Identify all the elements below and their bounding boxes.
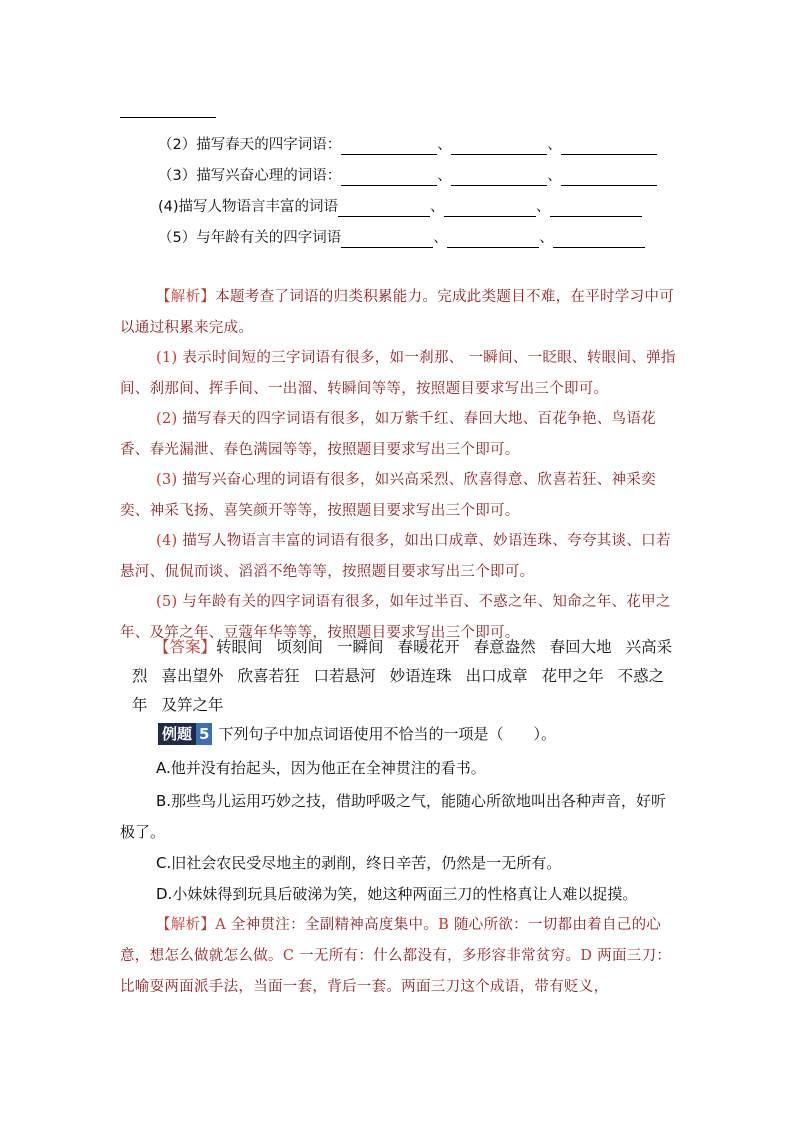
option-c: C.旧社会农民受尽地主的剥削，终日辛苦，仍然是一无所有。 [156,854,562,872]
fill-label: （2）描写春天的四字词语： [158,137,342,153]
fill-row-4: (4)描写人物语言丰富的词语 、 、 [158,197,642,217]
fill-label: （3）描写兴奋心理的词语： [158,168,342,184]
question-text: 下列句子中加点词语使用不恰当的一项是（ ）。 [218,725,556,743]
answer-blank[interactable] [341,169,437,186]
answer-blank[interactable] [338,200,430,217]
analysis-intro: 【解析】本题考查了词语的归类积累能力。完成此类题目不难，在平时学习中可以通过积累来完成。 [120,289,674,336]
answer-blank[interactable] [451,138,547,155]
answer-blank[interactable] [550,200,642,217]
answer-blank[interactable] [553,231,645,248]
top-underline [120,117,216,118]
fill-label: （5）与年龄有关的四字词语 [158,230,342,246]
option-d: D.小妹妹得到玩具后破涕为笑，她这种两面三刀的性格真让人难以捉摸。 [156,885,638,903]
answer-blank[interactable] [447,231,539,248]
answer-blank[interactable] [341,231,433,248]
analysis-item-1: (1) 表示时间短的三字词语有很多，如一刹那、 一瞬间、一眨眼、转眼间、弹指间、刹那间、挥手间、一出溜、转瞬间等等，按照题目要求写出三个即可。 [120,350,676,397]
answer-blank[interactable] [451,169,547,186]
option-b: B.那些鸟儿运用巧妙之技，借助呼吸之气，能随心所欲地叫出各种声音，好听极了。 [120,792,667,841]
example-badge: 例题 5 [158,723,212,745]
analysis-item-4: (4) 描写人物语言丰富的词语有很多，如出口成章、妙语连珠、夸夸其谈、口若悬河、侃侃而谈、滔滔不绝等等，按照题目要求写出三个即可。 [120,533,671,580]
fill-row-2: （2）描写春天的四字词语： 、 、 [158,135,657,155]
analysis-item-2: (2) 描写春天的四字词语有很多，如万紫千红、春回大地、百花争艳、鸟语花香、春光漏泄、春色满园等等，按照题目要求写出三个即可。 [120,411,656,458]
fill-label: (4)描写人物语言丰富的词语 [158,199,339,215]
answer-blank[interactable] [341,138,437,155]
analysis-item-3: (3) 描写兴奋心理的词语有很多，如兴高采烈、欣喜得意、欣喜若狂、神采奕奕、神采飞扬、喜笑颜开等等，按照题目要求写出三个即可。 [120,472,656,519]
answer-blank[interactable] [561,169,657,186]
answer-blank[interactable] [444,200,536,217]
fill-row-3: （3）描写兴奋心理的词语： 、 、 [158,166,657,186]
analysis-2: 【解析】A 全神贯注：全副精神高度集中。B 随心所欲：一切都由着自己的心意，想怎么做就怎么做。C 一无所有：什么都没有，多形容非常贫穷。D 两面三刀：比喻耍两面派手法，当面一套，背后一套。两面三刀这个成语，带有贬义， [120,917,672,995]
option-a: A.他并没有抬起头，因为他正在全神贯注的看书。 [156,759,486,777]
answer-block: 【答案】转眼间 顷刻间 一瞬间 春暖花开 春意盎然 春回大地 兴高采烈 喜出望外 欣喜若狂 口若悬河 妙语连珠 出口成章 花甲之年 不惑之年 及笄之年 [132,638,673,714]
fill-row-5: （5）与年龄有关的四字词语 、 、 [158,228,645,248]
answer-blank[interactable] [561,138,657,155]
analysis-item-5: (5) 与年龄有关的四字词语有很多，如年过半百、不惑之年、知命之年、花甲之年、及笄之年、豆蔻年华等等，按照题目要求写出三个即可。 [120,594,671,641]
example-question [158,722,556,746]
